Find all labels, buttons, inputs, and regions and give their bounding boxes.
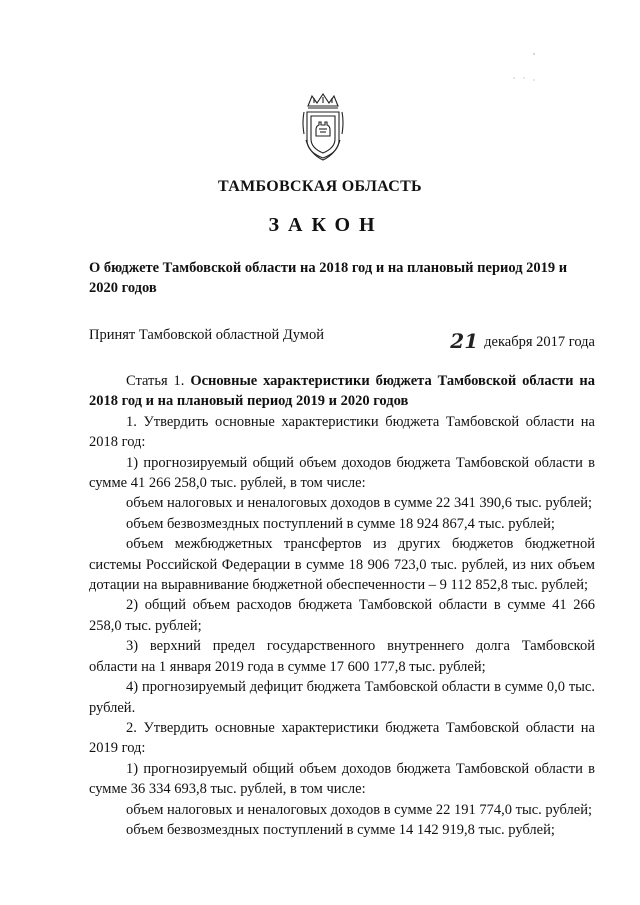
adoption-day-handwritten: 21 — [450, 329, 479, 353]
paragraph: 1) прогнозируемый общий объем доходов бюджета Тамбовской области в сумме 41 266 258,0 тыс. рублей, в том числе: — [89, 454, 595, 492]
region-heading: ТАМБОВСКАЯ ОБЛАСТЬ — [218, 178, 422, 195]
paragraph: 2) общий объем расходов бюджета Тамбовской области в сумме 41 266 258,0 тыс. рублей; — [89, 597, 595, 634]
paragraph: 1. Утвердить основные характеристики бюджета Тамбовской области на 2018 год: — [89, 413, 595, 451]
paragraph: 3) верхний предел государственного внутреннего долга Тамбовской области на 1 января 2019 года в сумме 17 600 177,8 тыс. рублей; — [89, 638, 595, 675]
coat-of-arms-icon — [298, 92, 348, 164]
paragraph: объем налоговых и неналоговых доходов в сумме 22 341 390,6 тыс. рублей; — [126, 495, 592, 512]
article-name: Основные характеристики бюджета Тамбовской области на 2018 год и на плановый период 2019 и 2020 годов — [89, 373, 595, 410]
adopted-by: Принят Тамбовской областной Думой — [89, 327, 324, 343]
paragraph: 1) прогнозируемый общий объем доходов бюджета Тамбовской области в сумме 36 334 693,8 тыс. рублей, в том числе: — [89, 760, 595, 798]
scan-specks — [504, 50, 544, 90]
paragraph: объем безвозмездных поступлений в сумме 18 924 867,4 тыс. рублей; — [126, 515, 555, 532]
law-title: О бюджете Тамбовской области на 2018 год и на плановый период 2019 и 2020 годов — [89, 260, 568, 296]
adoption-month-year: декабря 2017 года — [484, 334, 595, 350]
adoption-date — [450, 327, 595, 351]
paragraph: объем межбюджетных трансфертов из других бюджетов бюджетной системы Российской Федерации в сумме 18 906 723,0 тыс. рублей, из них объем дотации на выравнивание бюджетной обеспеченности – 9 112 852,8 тыс. рублей; — [89, 536, 595, 594]
paragraph: объем безвозмездных поступлений в сумме 14 142 919,8 тыс. рублей; — [126, 821, 555, 838]
article-label: Статья 1. — [126, 373, 185, 389]
adoption-line — [89, 327, 599, 353]
article-heading — [89, 371, 595, 412]
law-body — [89, 371, 595, 840]
paragraph: 4) прогнозируемый дефицит бюджета Тамбовской области в сумме 0,0 тыс. рублей. — [89, 679, 595, 716]
document-type-heading: ЗАКОН — [268, 214, 384, 236]
paragraph: объем налоговых и неналоговых доходов в сумме 22 191 774,0 тыс. рублей; — [126, 801, 592, 818]
paragraph: 2. Утвердить основные характеристики бюджета Тамбовской области на 2019 год: — [89, 719, 595, 757]
